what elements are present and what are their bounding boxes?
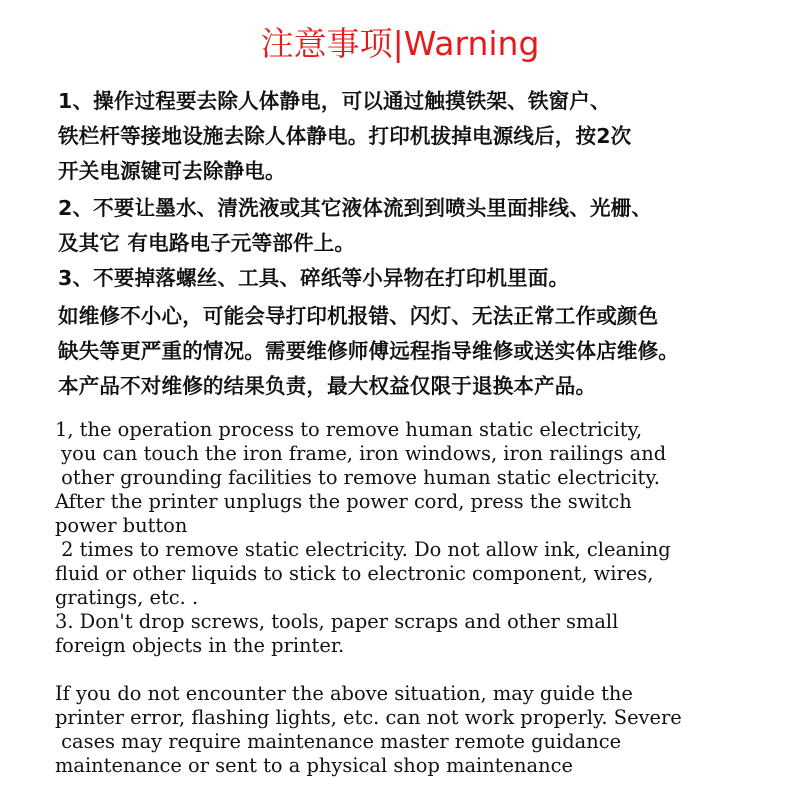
chinese-line: 1、操作过程要去除人体静电，可以通过触摸铁架、铁窗户、 — [58, 89, 611, 113]
english-line: maintenance or sent to a physical shop maintenance — [55, 754, 573, 777]
chinese-line: 及其它 有电路电子元等部件上。 — [58, 231, 356, 255]
english-line: 3. Don't drop screws, tools, paper scraps and other small — [55, 610, 619, 633]
english-blank-line — [55, 658, 795, 682]
english-line: gratings, etc. . — [55, 586, 199, 609]
chinese-line: 缺失等更严重的情况。需要维修师傅远程指导维修或送实体店维修。 — [58, 339, 679, 363]
chinese-line: 本产品不对维修的结果负责，最大权益仅限于退换本产品。 — [58, 374, 597, 398]
english-line: fluid or other liquids to stick to electronic component, wires, — [55, 562, 654, 585]
english-line: If you do not encounter the above situation, may guide the — [55, 682, 633, 705]
english-line: 2 times to remove static electricity. Do not allow ink, cleaning — [55, 538, 671, 561]
english-line: other grounding facilities to remove human static electricity. — [55, 466, 660, 489]
page-title: 注意事项|Warning — [260, 24, 540, 63]
english-line: printer error, flashing lights, etc. can not work properly. Severe — [55, 706, 682, 729]
chinese-line: 铁栏杆等接地设施去除人体静电。打印机拔掉电源线后，按2次 — [58, 124, 632, 148]
english-line: 1, the operation process to remove human static electricity, — [55, 418, 643, 441]
english-instructions — [55, 418, 795, 778]
chinese-line: 如维修不小心，可能会导打印机报错、闪灯、无法正常工作或颜色 — [58, 304, 659, 328]
english-line: After the printer unplugs the power cord, press the switch — [55, 490, 632, 513]
chinese-line: 2、不要让墨水、清洗液或其它液体流到到喷头里面排线、光栅、 — [58, 196, 653, 220]
chinese-line: 3、不要掉落螺丝、工具、碎纸等小异物在打印机里面。 — [58, 266, 570, 290]
english-line: you can touch the iron frame, iron windows, iron railings and — [55, 442, 667, 465]
english-line: foreign objects in the printer. — [55, 634, 345, 657]
chinese-line: 开关电源键可去除静电。 — [58, 159, 286, 183]
english-line: cases may require maintenance master remote guidance — [55, 730, 622, 753]
english-line: power button — [55, 514, 188, 537]
